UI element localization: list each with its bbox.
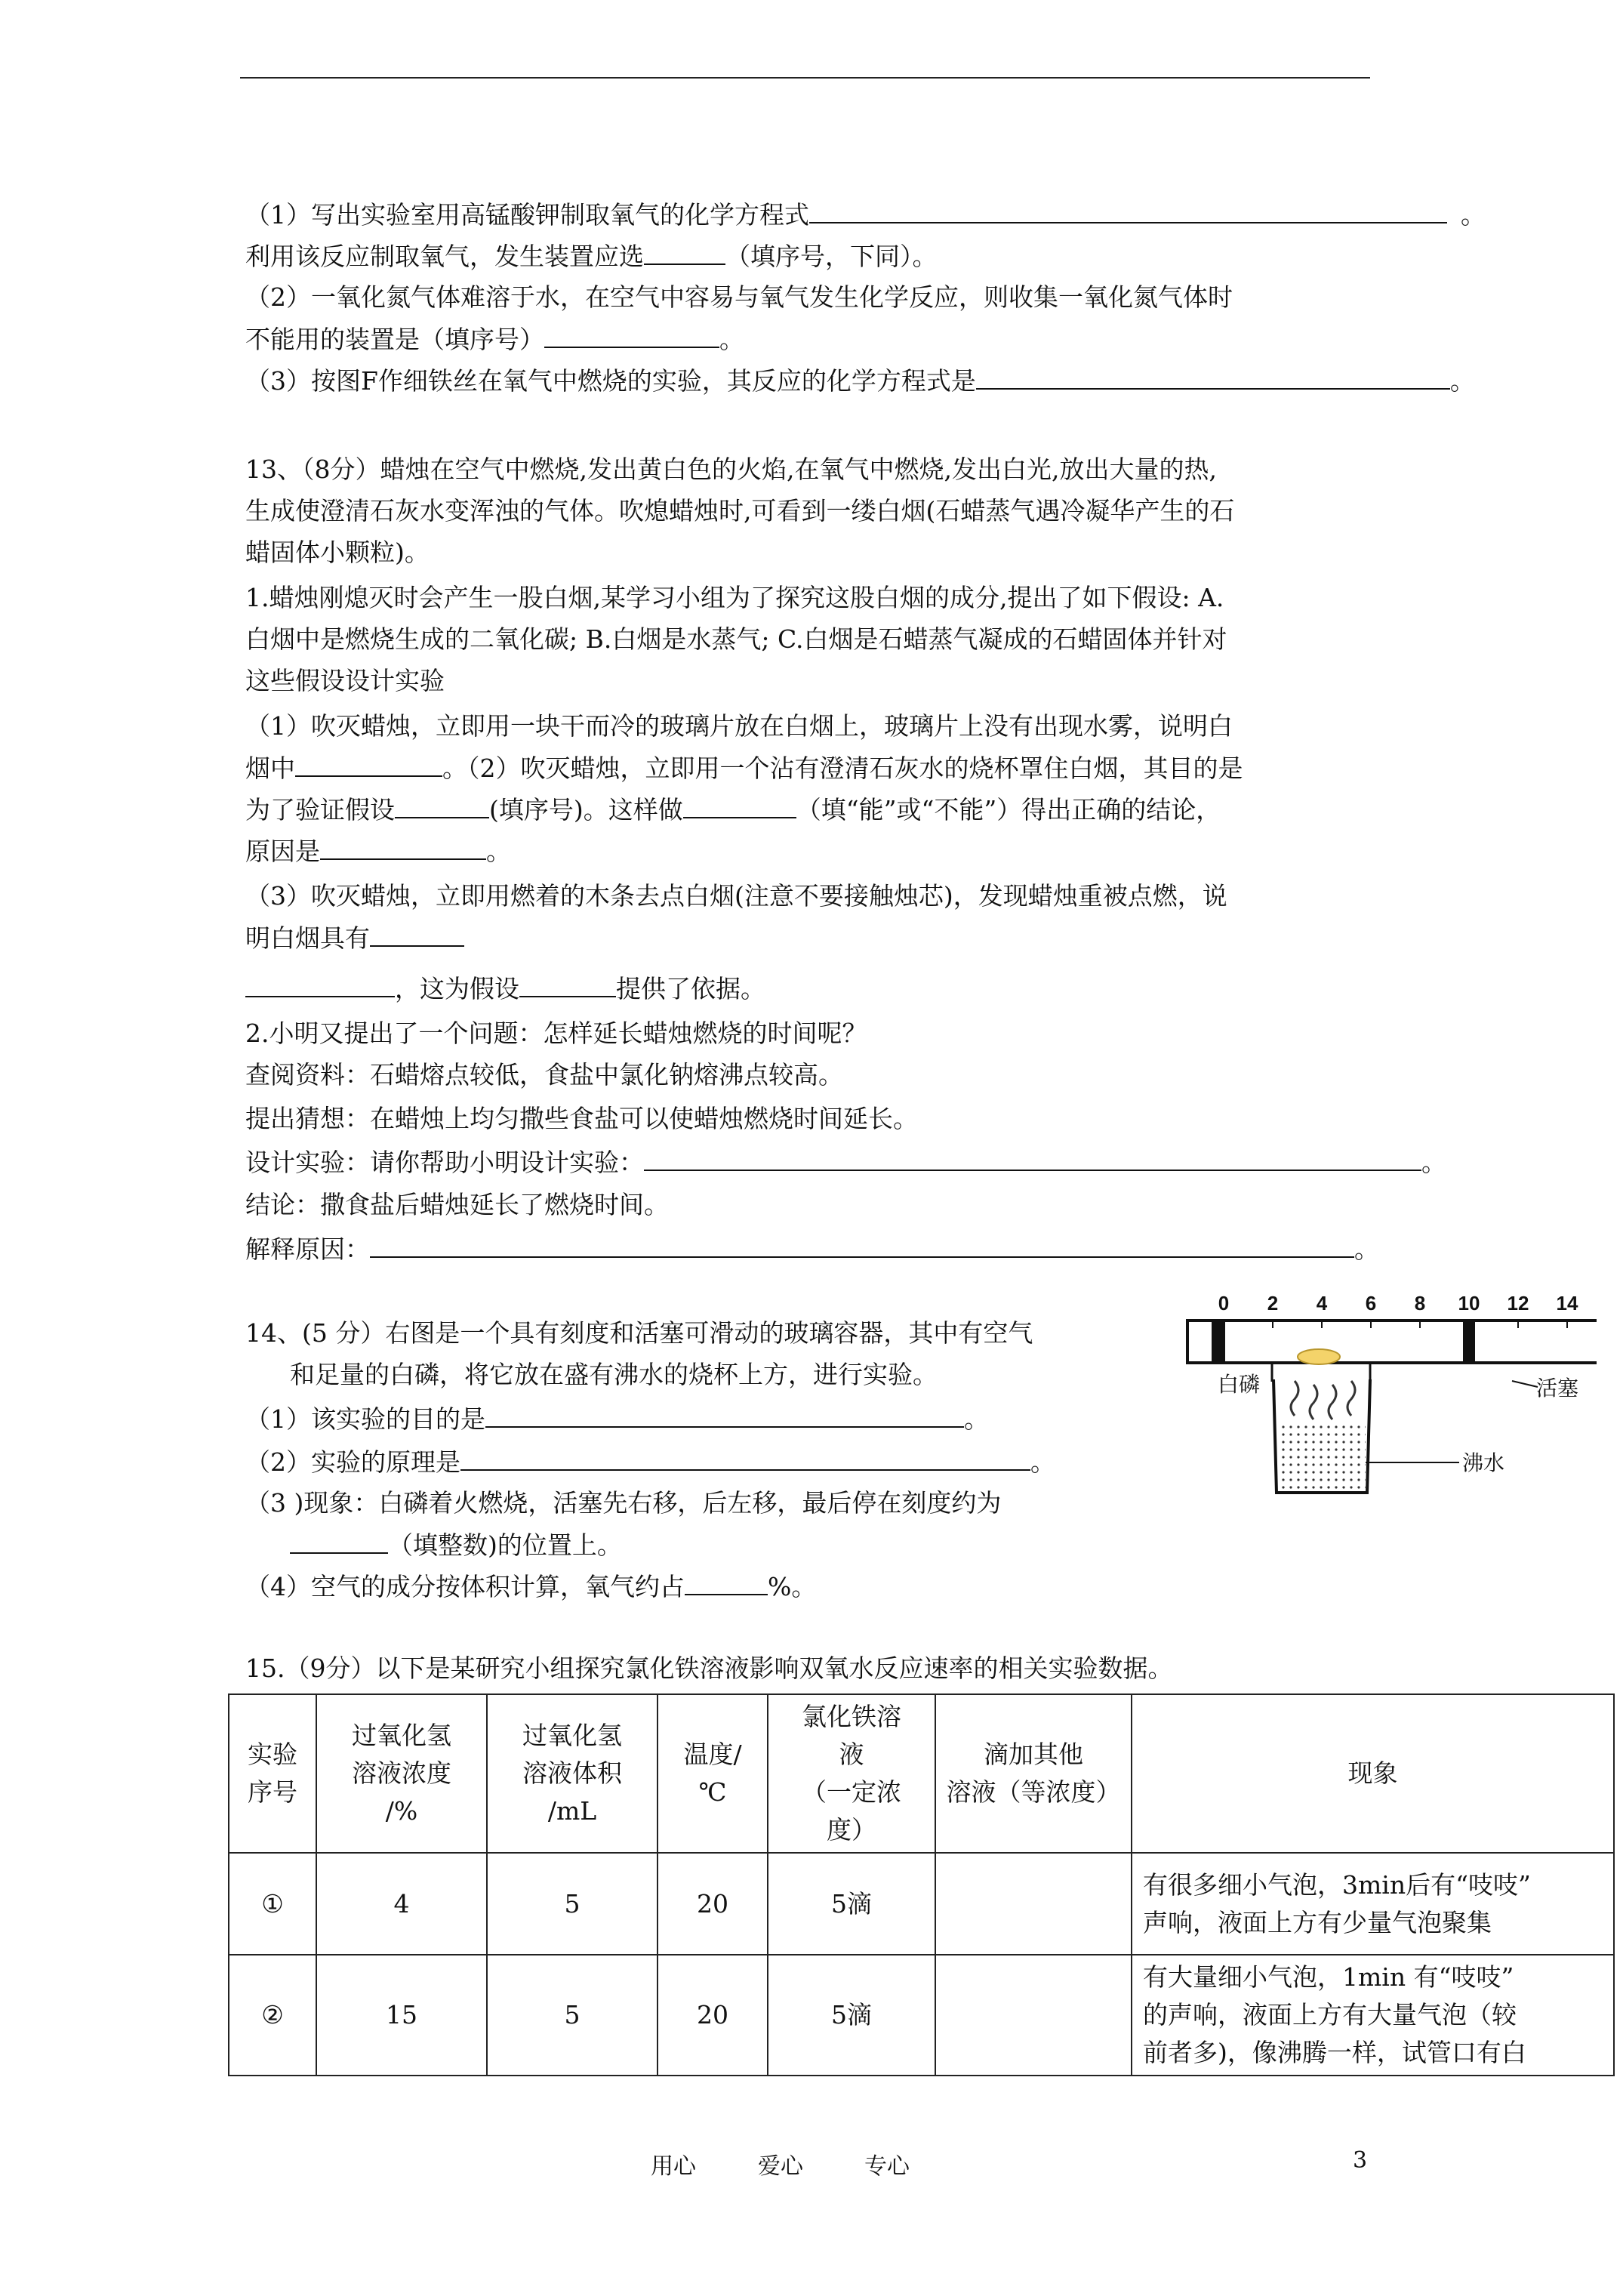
table-row [229, 1853, 1614, 1955]
cell-id: ① [229, 1853, 316, 1955]
q13-line16: 提出猜想：在蜡烛上均匀撒些食盐可以使蜡烛燃烧时间延长。 [245, 1104, 918, 1133]
label-white-phosphorus: 白磷 [1218, 1372, 1261, 1397]
tick-label: 0 [1218, 1292, 1230, 1314]
header-observation: 现象 [1132, 1694, 1614, 1853]
cell-temperature: 20 [658, 1853, 768, 1955]
footer-slogan-1: 用心 [651, 2153, 696, 2180]
q13-line4: 1.蜡烛刚熄灭时会产生一股白烟,某学习小组为了探究这股白烟的成分,提出了如下假设: A. [245, 583, 1224, 612]
footer-slogan-2: 爱心 [758, 2153, 803, 2180]
q12-line1: （1）写出实验室用高锰酸钾制取氧气的化学方程式 。 [245, 200, 1486, 230]
answer-blank[interactable] [644, 1147, 1421, 1171]
q13-line8: 烟中 。（2）吹灭蜡烛，立即用一个沾有澄清石灰水的烧杯罩住白烟，其目的是 [245, 754, 1243, 783]
q14-line3: （1）该实验的目的是 。 [245, 1404, 989, 1434]
q14-line4: （2）实验的原理是 。 [245, 1447, 1055, 1477]
answer-blank[interactable] [485, 1404, 964, 1428]
answer-blank[interactable] [290, 1530, 388, 1554]
header-concentration: 过氧化氢 溶液浓度 /% [316, 1694, 487, 1853]
cell-concentration: 4 [316, 1853, 487, 1955]
q12-line5: （3）按图F作细铁丝在氧气中燃烧的实验，其反应的化学方程式是 。 [245, 366, 1475, 396]
header-temperature: 温度/ ℃ [658, 1694, 768, 1853]
answer-blank[interactable] [320, 836, 486, 860]
q13-line11: （3）吹灭蜡烛，立即用燃着的木条去点白烟(注意不要接触烛芯)，发现蜡烛重被点燃，说 [245, 881, 1227, 911]
cell-other [935, 1955, 1132, 2076]
answer-blank[interactable] [683, 794, 796, 818]
q13-line10: 原因是 。 [245, 837, 511, 866]
header-fecl3: 氯化铁溶 液 （一定浓 度） [768, 1694, 935, 1853]
experiment-data-table [228, 1693, 1615, 2076]
q14-line5: （3 )现象：白磷着火燃烧，活塞先右移，后左移，最后停在刻度约为 [245, 1488, 1002, 1518]
q13-line15: 查阅资料：石蜡熔点较低，食盐中氯化钠熔沸点较高。 [245, 1060, 843, 1089]
q13-line6: 这些假设设计实验 [245, 666, 445, 695]
cell-other [935, 1853, 1132, 1955]
page-number: 3 [1353, 2147, 1368, 2174]
answer-blank[interactable] [395, 794, 489, 818]
tick-label: 10 [1458, 1292, 1480, 1314]
cell-id: ② [229, 1955, 316, 2076]
q13-line17: 设计实验：请你帮助小明设计实验： 。 [245, 1148, 1446, 1177]
answer-blank[interactable] [519, 973, 616, 997]
label-piston: 活塞 [1536, 1376, 1579, 1401]
q13-line18: 结论：撒食盐后蜡烛延长了燃烧时间。 [245, 1190, 669, 1219]
q12-line3: （2）一氧化氮气体难溶于水，在空气中容易与氧气发生化学反应，则收集一氧化氮气体时 [245, 282, 1233, 312]
answer-blank[interactable] [295, 753, 442, 777]
q14-line1: 14、(5 分）右图是一个具有刻度和活塞可滑动的玻璃容器，其中有空气 [245, 1318, 1033, 1348]
answer-blank[interactable] [370, 1234, 1354, 1258]
cell-fecl3: 5滴 [768, 1853, 935, 1955]
q13-line7: （1）吹灭蜡烛，立即用一块干而冷的玻璃片放在白烟上，玻璃片上没有出现水雾，说明白 [245, 711, 1233, 741]
q13-line1: 13、（8分）蜡烛在空气中燃烧,发出黄白色的火焰,在氧气中燃烧,发出白光,放出大量的热, [245, 455, 1217, 484]
tick-label: 14 [1556, 1292, 1578, 1314]
q13-line13: ，这为假设 提供了依据。 [245, 973, 765, 1004]
cell-volume: 5 [487, 1853, 658, 1955]
cell-observation: 有大量细小气泡，1min 有“吱吱” 的声响，液面上方有大量气泡（较 前者多)，像沸腾一样，试管口有白 [1132, 1955, 1614, 2076]
cell-fecl3: 5滴 [768, 1955, 935, 2076]
answer-blank[interactable] [370, 923, 464, 947]
q15-title: 15.（9分）以下是某研究小组探究氯化铁溶液影响双氧水反应速率的相关实验数据。 [245, 1653, 1173, 1683]
tick-label: 2 [1267, 1292, 1279, 1314]
q12-line4: 不能用的装置是（填序号） 。 [245, 325, 744, 354]
q13-line5: 白烟中是燃烧生成的二氧化碳; B.白烟是水蒸气; C.白烟是石蜡蒸气凝成的石蜡固体并针对 [245, 624, 1227, 654]
answer-blank[interactable] [460, 1447, 1030, 1471]
header-rule [240, 77, 1370, 79]
q14-line2: 和足量的白磷，将它放在盛有沸水的烧杯上方，进行实验。 [290, 1360, 938, 1389]
tick-label: 6 [1365, 1292, 1377, 1314]
q12-line2: 利用该反应制取氧气，发生装置应选 （填序号，下同）。 [245, 242, 938, 271]
q13-line9: 为了验证假设 (填序号)。这样做 （填“能”或“不能”）得出正确的结论， [245, 795, 1221, 824]
label-boiling-water: 沸水 [1462, 1450, 1505, 1475]
q14-line6: （填整数)的位置上。 [290, 1530, 622, 1561]
tick-label: 12 [1507, 1292, 1529, 1314]
cell-volume: 5 [487, 1955, 658, 2076]
cell-concentration: 15 [316, 1955, 487, 2076]
tick-label: 4 [1316, 1292, 1328, 1314]
q13-line2: 生成使澄清石灰水变浑浊的气体。吹熄蜡烛时,可看到一缕白烟(石蜡蒸气遇冷凝华产生的石 [245, 496, 1235, 525]
q13-line3: 蜡固体小颗粒)。 [245, 538, 430, 567]
answer-blank[interactable] [685, 1571, 768, 1595]
piston [1463, 1321, 1475, 1363]
answer-blank[interactable] [976, 365, 1450, 390]
header-volume: 过氧化氢 溶液体积 /mL [487, 1694, 658, 1853]
answer-blank[interactable] [644, 241, 725, 265]
header-other-solution: 滴加其他 溶液（等浓度） [935, 1694, 1132, 1853]
answer-blank[interactable] [809, 199, 1447, 223]
answer-blank[interactable] [245, 973, 395, 997]
tick-label: 8 [1414, 1292, 1426, 1314]
cell-observation: 有很多细小气泡，3min后有“吱吱” 声响，液面上方有少量气泡聚集 [1132, 1853, 1614, 1955]
white-phosphorus-lump [1298, 1349, 1340, 1364]
answer-blank[interactable] [544, 324, 719, 348]
table-header-row [229, 1694, 1614, 1853]
cell-temperature: 20 [658, 1955, 768, 2076]
header-id: 实验 序号 [229, 1694, 316, 1853]
table-row [229, 1955, 1614, 2076]
footer-slogan-3: 专心 [864, 2153, 910, 2180]
q13-line19: 解释原因： 。 [245, 1234, 1379, 1264]
q14-line7: （4）空气的成分按体积计算，氧气约占 %。 [245, 1572, 817, 1601]
q13-line12: 明白烟具有 [245, 923, 464, 954]
q13-line14: 2.小明又提出了一个问题：怎样延长蜡烛燃烧的时间呢？ [245, 1019, 867, 1048]
piston-apparatus-diagram [1181, 1287, 1604, 1506]
